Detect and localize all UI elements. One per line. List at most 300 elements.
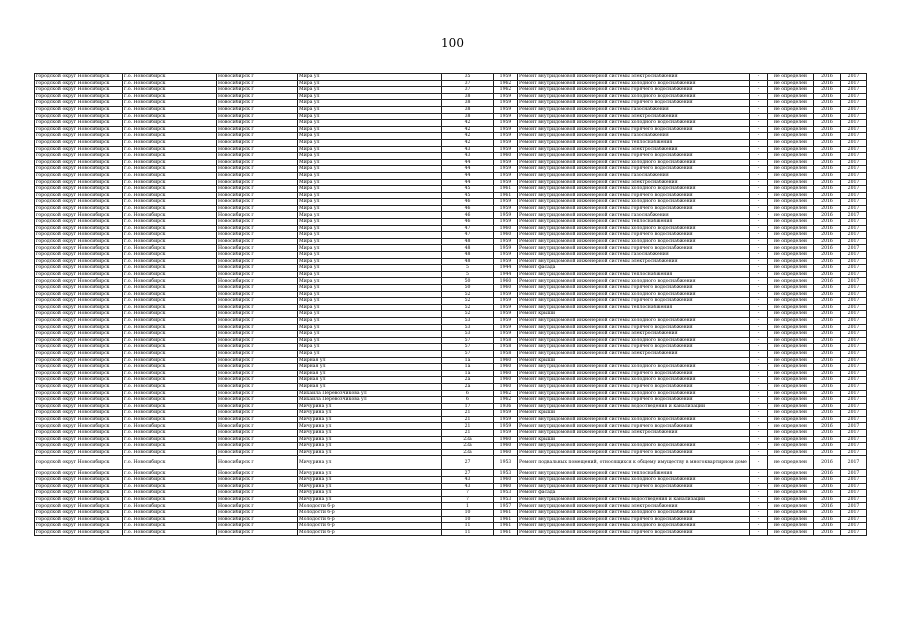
cell-year-start: 2016: [814, 529, 841, 536]
cell-year-start: 2016: [814, 344, 841, 351]
cell-dash: -: [750, 350, 768, 357]
cell-locality: Новосибирск г: [217, 80, 298, 87]
cell-year: 1959: [494, 74, 518, 81]
cell-city-district: г.о. Новосибирск: [123, 238, 217, 245]
cell-street: Молодости б-р: [298, 529, 442, 536]
table-row: [35, 470, 867, 477]
cell-dash: -: [750, 470, 768, 477]
cell-city-district: г.о. Новосибирск: [123, 449, 217, 456]
cell-year: 1959: [494, 146, 518, 153]
cell-city-district: г.о. Новосибирск: [123, 245, 217, 252]
cell-municipality: городской округ Новосибирск: [35, 496, 123, 503]
cell-year-end: 2017: [841, 159, 867, 166]
cell-year-start: 2016: [814, 192, 841, 199]
cell-dash: -: [750, 199, 768, 206]
cell-street: Мира ул: [298, 80, 442, 87]
cell-work-type: Ремонт внутридомовой инженерной системы холодного водоснабжения: [518, 443, 750, 450]
cell-cost: не определен: [768, 146, 814, 153]
table-row: [35, 232, 867, 239]
cell-municipality: городской округ Новосибирск: [35, 490, 123, 497]
cell-cost: не определен: [768, 496, 814, 503]
cell-municipality: городской округ Новосибирск: [35, 529, 123, 536]
cell-locality: Новосибирск г: [217, 219, 298, 226]
cell-cost: не определен: [768, 456, 814, 470]
cell-dash: -: [750, 93, 768, 100]
cell-dash: -: [750, 80, 768, 87]
cell-year: 1957: [494, 503, 518, 510]
cell-locality: Новосибирск г: [217, 192, 298, 199]
cell-year: 1960: [494, 483, 518, 490]
cell-municipality: городской округ Новосибирск: [35, 397, 123, 404]
cell-year-start: 2016: [814, 212, 841, 219]
table-row: [35, 529, 867, 536]
cell-dash: -: [750, 344, 768, 351]
table-row: [35, 416, 867, 423]
cell-year: 1959: [494, 199, 518, 206]
cell-dash: -: [750, 423, 768, 430]
cell-cost: не определен: [768, 364, 814, 371]
cell-year: 1960: [494, 285, 518, 292]
cell-house: 21: [442, 416, 494, 423]
cell-house: 42: [442, 126, 494, 133]
cell-year: 1959: [494, 120, 518, 127]
cell-house: 44: [442, 166, 494, 173]
cell-work-type: Ремонт внутридомовой инженерной системы холодного водоснабжения: [518, 523, 750, 530]
cell-municipality: городской округ Новосибирск: [35, 87, 123, 94]
cell-cost: не определен: [768, 212, 814, 219]
cell-city-district: г.о. Новосибирск: [123, 496, 217, 503]
cell-municipality: городской округ Новосибирск: [35, 258, 123, 265]
cell-locality: Новосибирск г: [217, 87, 298, 94]
cell-municipality: городской округ Новосибирск: [35, 377, 123, 384]
cell-cost: не определен: [768, 304, 814, 311]
cell-cost: не определен: [768, 74, 814, 81]
cell-locality: Новосибирск г: [217, 186, 298, 193]
cell-house: 1а: [442, 364, 494, 371]
cell-house: 6: [442, 397, 494, 404]
cell-year-start: 2016: [814, 100, 841, 107]
cell-year-start: 2016: [814, 337, 841, 344]
cell-work-type: Ремонт внутридомовой инженерной системы холодного водоснабжения: [518, 199, 750, 206]
cell-street: Мичурина ул: [298, 436, 442, 443]
cell-dash: -: [750, 298, 768, 305]
cell-work-type: Ремонт внутридомовой инженерной системы электроснабжения: [518, 146, 750, 153]
page-number: 100: [441, 36, 464, 50]
cell-dash: -: [750, 357, 768, 364]
cell-dash: -: [750, 258, 768, 265]
cell-year: 1959: [494, 113, 518, 120]
cell-city-district: г.о. Новосибирск: [123, 357, 217, 364]
cell-dash: -: [750, 311, 768, 318]
cell-locality: Новосибирск г: [217, 416, 298, 423]
cell-work-type: Ремонт внутридомовой инженерной системы горячего водоснабжения: [518, 449, 750, 456]
cell-locality: Новосибирск г: [217, 430, 298, 437]
cell-city-district: г.о. Новосибирск: [123, 205, 217, 212]
cell-dash: -: [750, 106, 768, 113]
cell-work-type: Ремонт внутридомовой инженерной системы водоотведения и канализации: [518, 403, 750, 410]
cell-city-district: г.о. Новосибирск: [123, 271, 217, 278]
cell-year: 1959: [494, 172, 518, 179]
cell-year: 1959: [494, 324, 518, 331]
cell-city-district: г.о. Новосибирск: [123, 265, 217, 272]
cell-dash: -: [750, 370, 768, 377]
cell-dash: -: [750, 324, 768, 331]
cell-city-district: г.о. Новосибирск: [123, 225, 217, 232]
cell-house: 23а: [442, 443, 494, 450]
cell-dash: -: [750, 416, 768, 423]
cell-street: Мира ул: [298, 298, 442, 305]
cell-year-end: 2017: [841, 186, 867, 193]
cell-work-type: Ремонт внутридомовой инженерной системы электроснабжения: [518, 258, 750, 265]
cell-dash: -: [750, 503, 768, 510]
cell-dash: -: [750, 74, 768, 81]
cell-year: 1962: [494, 390, 518, 397]
cell-cost: не определен: [768, 113, 814, 120]
cell-house: 44: [442, 179, 494, 186]
cell-cost: не определен: [768, 245, 814, 252]
cell-street: Мичурина ул: [298, 449, 442, 456]
cell-dash: -: [750, 113, 768, 120]
cell-year: 1959: [494, 238, 518, 245]
cell-locality: Новосибирск г: [217, 331, 298, 338]
cell-street: Мира ул: [298, 258, 442, 265]
cell-locality: Новосибирск г: [217, 370, 298, 377]
cell-street: Мира ул: [298, 179, 442, 186]
cell-dash: -: [750, 449, 768, 456]
cell-year-end: 2017: [841, 490, 867, 497]
cell-city-district: г.о. Новосибирск: [123, 403, 217, 410]
cell-year-start: 2016: [814, 503, 841, 510]
cell-work-type: Ремонт внутридомовой инженерной системы горячего водоснабжения: [518, 245, 750, 252]
cell-year: 1962: [494, 87, 518, 94]
cell-cost: не определен: [768, 159, 814, 166]
cell-municipality: городской округ Новосибирск: [35, 430, 123, 437]
cell-city-district: г.о. Новосибирск: [123, 172, 217, 179]
cell-locality: Новосибирск г: [217, 93, 298, 100]
cell-work-type: Ремонт внутридомовой инженерной системы горячего водоснабжения: [518, 100, 750, 107]
cell-cost: не определен: [768, 324, 814, 331]
cell-year: 1960: [494, 449, 518, 456]
cell-municipality: городской округ Новосибирск: [35, 403, 123, 410]
table-row: [35, 219, 867, 226]
cell-year-end: 2017: [841, 146, 867, 153]
cell-municipality: городской округ Новосибирск: [35, 390, 123, 397]
cell-house: 2а: [442, 383, 494, 390]
cell-dash: -: [750, 252, 768, 259]
table-row: [35, 80, 867, 87]
cell-house: 11: [442, 529, 494, 536]
cell-locality: Новосибирск г: [217, 403, 298, 410]
cell-city-district: г.о. Новосибирск: [123, 199, 217, 206]
table-row: [35, 337, 867, 344]
cell-house: 43: [442, 146, 494, 153]
cell-year-start: 2016: [814, 80, 841, 87]
cell-work-type: Ремонт внутридомовой инженерной системы горячего водоснабжения: [518, 232, 750, 239]
cell-year-start: 2016: [814, 416, 841, 423]
cell-city-district: г.о. Новосибирск: [123, 278, 217, 285]
cell-street: Мира ул: [298, 113, 442, 120]
cell-year-end: 2017: [841, 166, 867, 173]
cell-municipality: городской округ Новосибирск: [35, 331, 123, 338]
cell-municipality: городской округ Новосибирск: [35, 186, 123, 193]
cell-work-type: Ремонт внутридомовой инженерной системы холодного водоснабжения: [518, 238, 750, 245]
cell-cost: не определен: [768, 238, 814, 245]
table-row: [35, 490, 867, 497]
cell-year-end: 2017: [841, 87, 867, 94]
cell-year: 1958: [494, 344, 518, 351]
cell-locality: Новосибирск г: [217, 503, 298, 510]
cell-street: Мира ул: [298, 133, 442, 140]
cell-city-district: г.о. Новосибирск: [123, 331, 217, 338]
table-row: [35, 298, 867, 305]
cell-year: 1959: [494, 133, 518, 140]
table-row: [35, 436, 867, 443]
cell-cost: не определен: [768, 516, 814, 523]
cell-municipality: городской округ Новосибирск: [35, 106, 123, 113]
cell-street: Мичурина ул: [298, 430, 442, 437]
cell-year-end: 2017: [841, 510, 867, 517]
cell-house: 2а: [442, 377, 494, 384]
cell-year: 1959: [494, 245, 518, 252]
cell-house: 53: [442, 317, 494, 324]
cell-year-start: 2016: [814, 139, 841, 146]
cell-year-start: 2016: [814, 238, 841, 245]
cell-cost: не определен: [768, 219, 814, 226]
cell-municipality: городской округ Новосибирск: [35, 232, 123, 239]
cell-dash: -: [750, 377, 768, 384]
cell-year-start: 2016: [814, 232, 841, 239]
cell-year-start: 2016: [814, 350, 841, 357]
cell-year-start: 2016: [814, 133, 841, 140]
cell-year: 1959: [494, 298, 518, 305]
cell-work-type: Ремонт внутридомовой инженерной системы электроснабжения: [518, 430, 750, 437]
cell-dash: -: [750, 172, 768, 179]
cell-street: Мира ул: [298, 166, 442, 173]
cell-house: 7: [442, 490, 494, 497]
cell-street: Молодости б-р: [298, 510, 442, 517]
cell-year-start: 2016: [814, 516, 841, 523]
table-row: [35, 153, 867, 160]
cell-work-type: Ремонт внутридомовой инженерной системы теплоснабжения: [518, 219, 750, 226]
cell-locality: Новосибирск г: [217, 265, 298, 272]
cell-city-district: г.о. Новосибирск: [123, 146, 217, 153]
cell-year: 1944: [494, 271, 518, 278]
cell-street: Мира ул: [298, 232, 442, 239]
cell-year: 1953: [494, 470, 518, 477]
cell-work-type: Ремонт фасада: [518, 265, 750, 272]
cell-city-district: г.о. Новосибирск: [123, 510, 217, 517]
cell-municipality: городской округ Новосибирск: [35, 74, 123, 81]
cell-year: 1960: [494, 225, 518, 232]
cell-municipality: городской округ Новосибирск: [35, 172, 123, 179]
cell-work-type: Ремонт внутридомовой инженерной системы горячего водоснабжения: [518, 423, 750, 430]
table-row: [35, 483, 867, 490]
cell-house: 57: [442, 350, 494, 357]
cell-locality: Новосибирск г: [217, 304, 298, 311]
table-row: [35, 93, 867, 100]
cell-year-start: 2016: [814, 74, 841, 81]
cell-work-type: Ремонт внутридомовой инженерной системы горячего водоснабжения: [518, 192, 750, 199]
table-row: [35, 443, 867, 450]
cell-year-start: 2016: [814, 510, 841, 517]
cell-city-district: г.о. Новосибирск: [123, 443, 217, 450]
cell-locality: Новосибирск г: [217, 490, 298, 497]
cell-city-district: г.о. Новосибирск: [123, 470, 217, 477]
cell-municipality: городской округ Новосибирск: [35, 146, 123, 153]
cell-cost: не определен: [768, 490, 814, 497]
cell-dash: -: [750, 278, 768, 285]
cell-house: 43: [442, 153, 494, 160]
cell-dash: -: [750, 159, 768, 166]
table-row: [35, 166, 867, 173]
cell-house: 45: [442, 186, 494, 193]
cell-locality: Новосибирск г: [217, 477, 298, 484]
cell-year: 1959: [494, 219, 518, 226]
cell-year-end: 2017: [841, 74, 867, 81]
table-row: [35, 503, 867, 510]
cell-city-district: г.о. Новосибирск: [123, 106, 217, 113]
cell-street: Мира ул: [298, 225, 442, 232]
cell-work-type: Ремонт внутридомовой инженерной системы электроснабжения: [518, 350, 750, 357]
cell-locality: Новосибирск г: [217, 377, 298, 384]
cell-year-end: 2017: [841, 350, 867, 357]
cell-locality: Новосибирск г: [217, 337, 298, 344]
cell-year-end: 2017: [841, 80, 867, 87]
cell-city-district: г.о. Новосибирск: [123, 383, 217, 390]
cell-city-district: г.о. Новосибирск: [123, 285, 217, 292]
cell-work-type: Ремонт внутридомовой инженерной системы холодного водоснабжения: [518, 80, 750, 87]
cell-street: Мичурина ул: [298, 496, 442, 503]
cell-city-district: г.о. Новосибирск: [123, 74, 217, 81]
table-row: [35, 172, 867, 179]
cell-house: 23а: [442, 436, 494, 443]
cell-year-end: 2017: [841, 212, 867, 219]
cell-year-end: 2017: [841, 337, 867, 344]
cell-work-type: Ремонт внутридомовой инженерной системы электроснабжения: [518, 331, 750, 338]
table-row: [35, 516, 867, 523]
cell-year: 1959: [494, 311, 518, 318]
cell-work-type: Ремонт внутридомовой инженерной системы холодного водоснабжения: [518, 510, 750, 517]
cell-work-type: Ремонт крыши: [518, 436, 750, 443]
table-row: [35, 271, 867, 278]
cell-cost: не определен: [768, 271, 814, 278]
cell-year: 1936: [494, 403, 518, 410]
cell-locality: Новосибирск г: [217, 344, 298, 351]
cell-locality: Новосибирск г: [217, 153, 298, 160]
cell-city-district: г.о. Новосибирск: [123, 219, 217, 226]
cell-year: 1944: [494, 265, 518, 272]
cell-work-type: Ремонт внутридомовой инженерной системы холодного водоснабжения: [518, 377, 750, 384]
cell-year-start: 2016: [814, 377, 841, 384]
cell-work-type: Ремонт внутридомовой инженерной системы холодного водоснабжения: [518, 416, 750, 423]
table-row: [35, 430, 867, 437]
cell-year-end: 2017: [841, 324, 867, 331]
cell-city-district: г.о. Новосибирск: [123, 311, 217, 318]
cell-street: Мира ул: [298, 100, 442, 107]
cell-locality: Новосибирск г: [217, 205, 298, 212]
cell-cost: не определен: [768, 390, 814, 397]
cell-dash: -: [750, 133, 768, 140]
cell-city-district: г.о. Новосибирск: [123, 423, 217, 430]
cell-year: 1953: [494, 496, 518, 503]
cell-cost: не определен: [768, 311, 814, 318]
table-row: [35, 523, 867, 530]
cell-municipality: городской округ Новосибирск: [35, 120, 123, 127]
cell-year-start: 2016: [814, 470, 841, 477]
cell-city-district: г.о. Новосибирск: [123, 186, 217, 193]
cell-year-start: 2016: [814, 304, 841, 311]
cell-cost: не определен: [768, 205, 814, 212]
cell-dash: -: [750, 456, 768, 470]
cell-year-end: 2017: [841, 252, 867, 259]
cell-work-type: Ремонт внутридомовой инженерной системы водоотведения и канализации: [518, 496, 750, 503]
cell-year-start: 2016: [814, 364, 841, 371]
cell-dash: -: [750, 510, 768, 517]
cell-dash: -: [750, 430, 768, 437]
cell-year: 1959: [494, 179, 518, 186]
cell-work-type: Ремонт внутридомовой инженерной системы горячего водоснабжения: [518, 344, 750, 351]
cell-cost: не определен: [768, 423, 814, 430]
cell-year-start: 2016: [814, 397, 841, 404]
cell-year-end: 2017: [841, 265, 867, 272]
cell-locality: Новосибирск г: [217, 271, 298, 278]
cell-work-type: Ремонт внутридомовой инженерной системы холодного водоснабжения: [518, 186, 750, 193]
capital-repair-table: [34, 73, 867, 536]
cell-year-start: 2016: [814, 146, 841, 153]
cell-house: 44: [442, 172, 494, 179]
cell-city-district: г.о. Новосибирск: [123, 80, 217, 87]
cell-work-type: Ремонт внутридомовой инженерной системы холодного водоснабжения: [518, 337, 750, 344]
cell-city-district: г.о. Новосибирск: [123, 416, 217, 423]
cell-locality: Новосибирск г: [217, 133, 298, 140]
cell-city-district: г.о. Новосибирск: [123, 436, 217, 443]
cell-house: 48: [442, 258, 494, 265]
cell-year-end: 2017: [841, 126, 867, 133]
cell-year-start: 2016: [814, 205, 841, 212]
cell-street: Мира ул: [298, 304, 442, 311]
cell-year-start: 2016: [814, 120, 841, 127]
cell-municipality: городской округ Новосибирск: [35, 337, 123, 344]
cell-work-type: Ремонт внутридомовой инженерной системы горячего водоснабжения: [518, 370, 750, 377]
cell-year-start: 2016: [814, 199, 841, 206]
cell-dash: -: [750, 212, 768, 219]
cell-municipality: городской округ Новосибирск: [35, 477, 123, 484]
cell-year-end: 2017: [841, 139, 867, 146]
cell-dash: -: [750, 146, 768, 153]
cell-work-type: Ремонт внутридомовой инженерной системы электроснабжения: [518, 179, 750, 186]
cell-municipality: городской округ Новосибирск: [35, 179, 123, 186]
cell-locality: Новосибирск г: [217, 496, 298, 503]
table-row: [35, 364, 867, 371]
cell-year-end: 2017: [841, 397, 867, 404]
cell-year: 1961: [494, 510, 518, 517]
cell-year-end: 2017: [841, 456, 867, 470]
cell-cost: не определен: [768, 383, 814, 390]
cell-municipality: городской округ Новосибирск: [35, 166, 123, 173]
cell-locality: Новосибирск г: [217, 423, 298, 430]
table-row: [35, 456, 867, 470]
table-row: [35, 350, 867, 357]
cell-year-end: 2017: [841, 430, 867, 437]
table-row: [35, 265, 867, 272]
cell-municipality: городской округ Новосибирск: [35, 245, 123, 252]
cell-cost: не определен: [768, 87, 814, 94]
cell-cost: не определен: [768, 166, 814, 173]
cell-cost: не определен: [768, 377, 814, 384]
table-row: [35, 403, 867, 410]
cell-locality: Новосибирск г: [217, 74, 298, 81]
cell-city-district: г.о. Новосибирск: [123, 192, 217, 199]
